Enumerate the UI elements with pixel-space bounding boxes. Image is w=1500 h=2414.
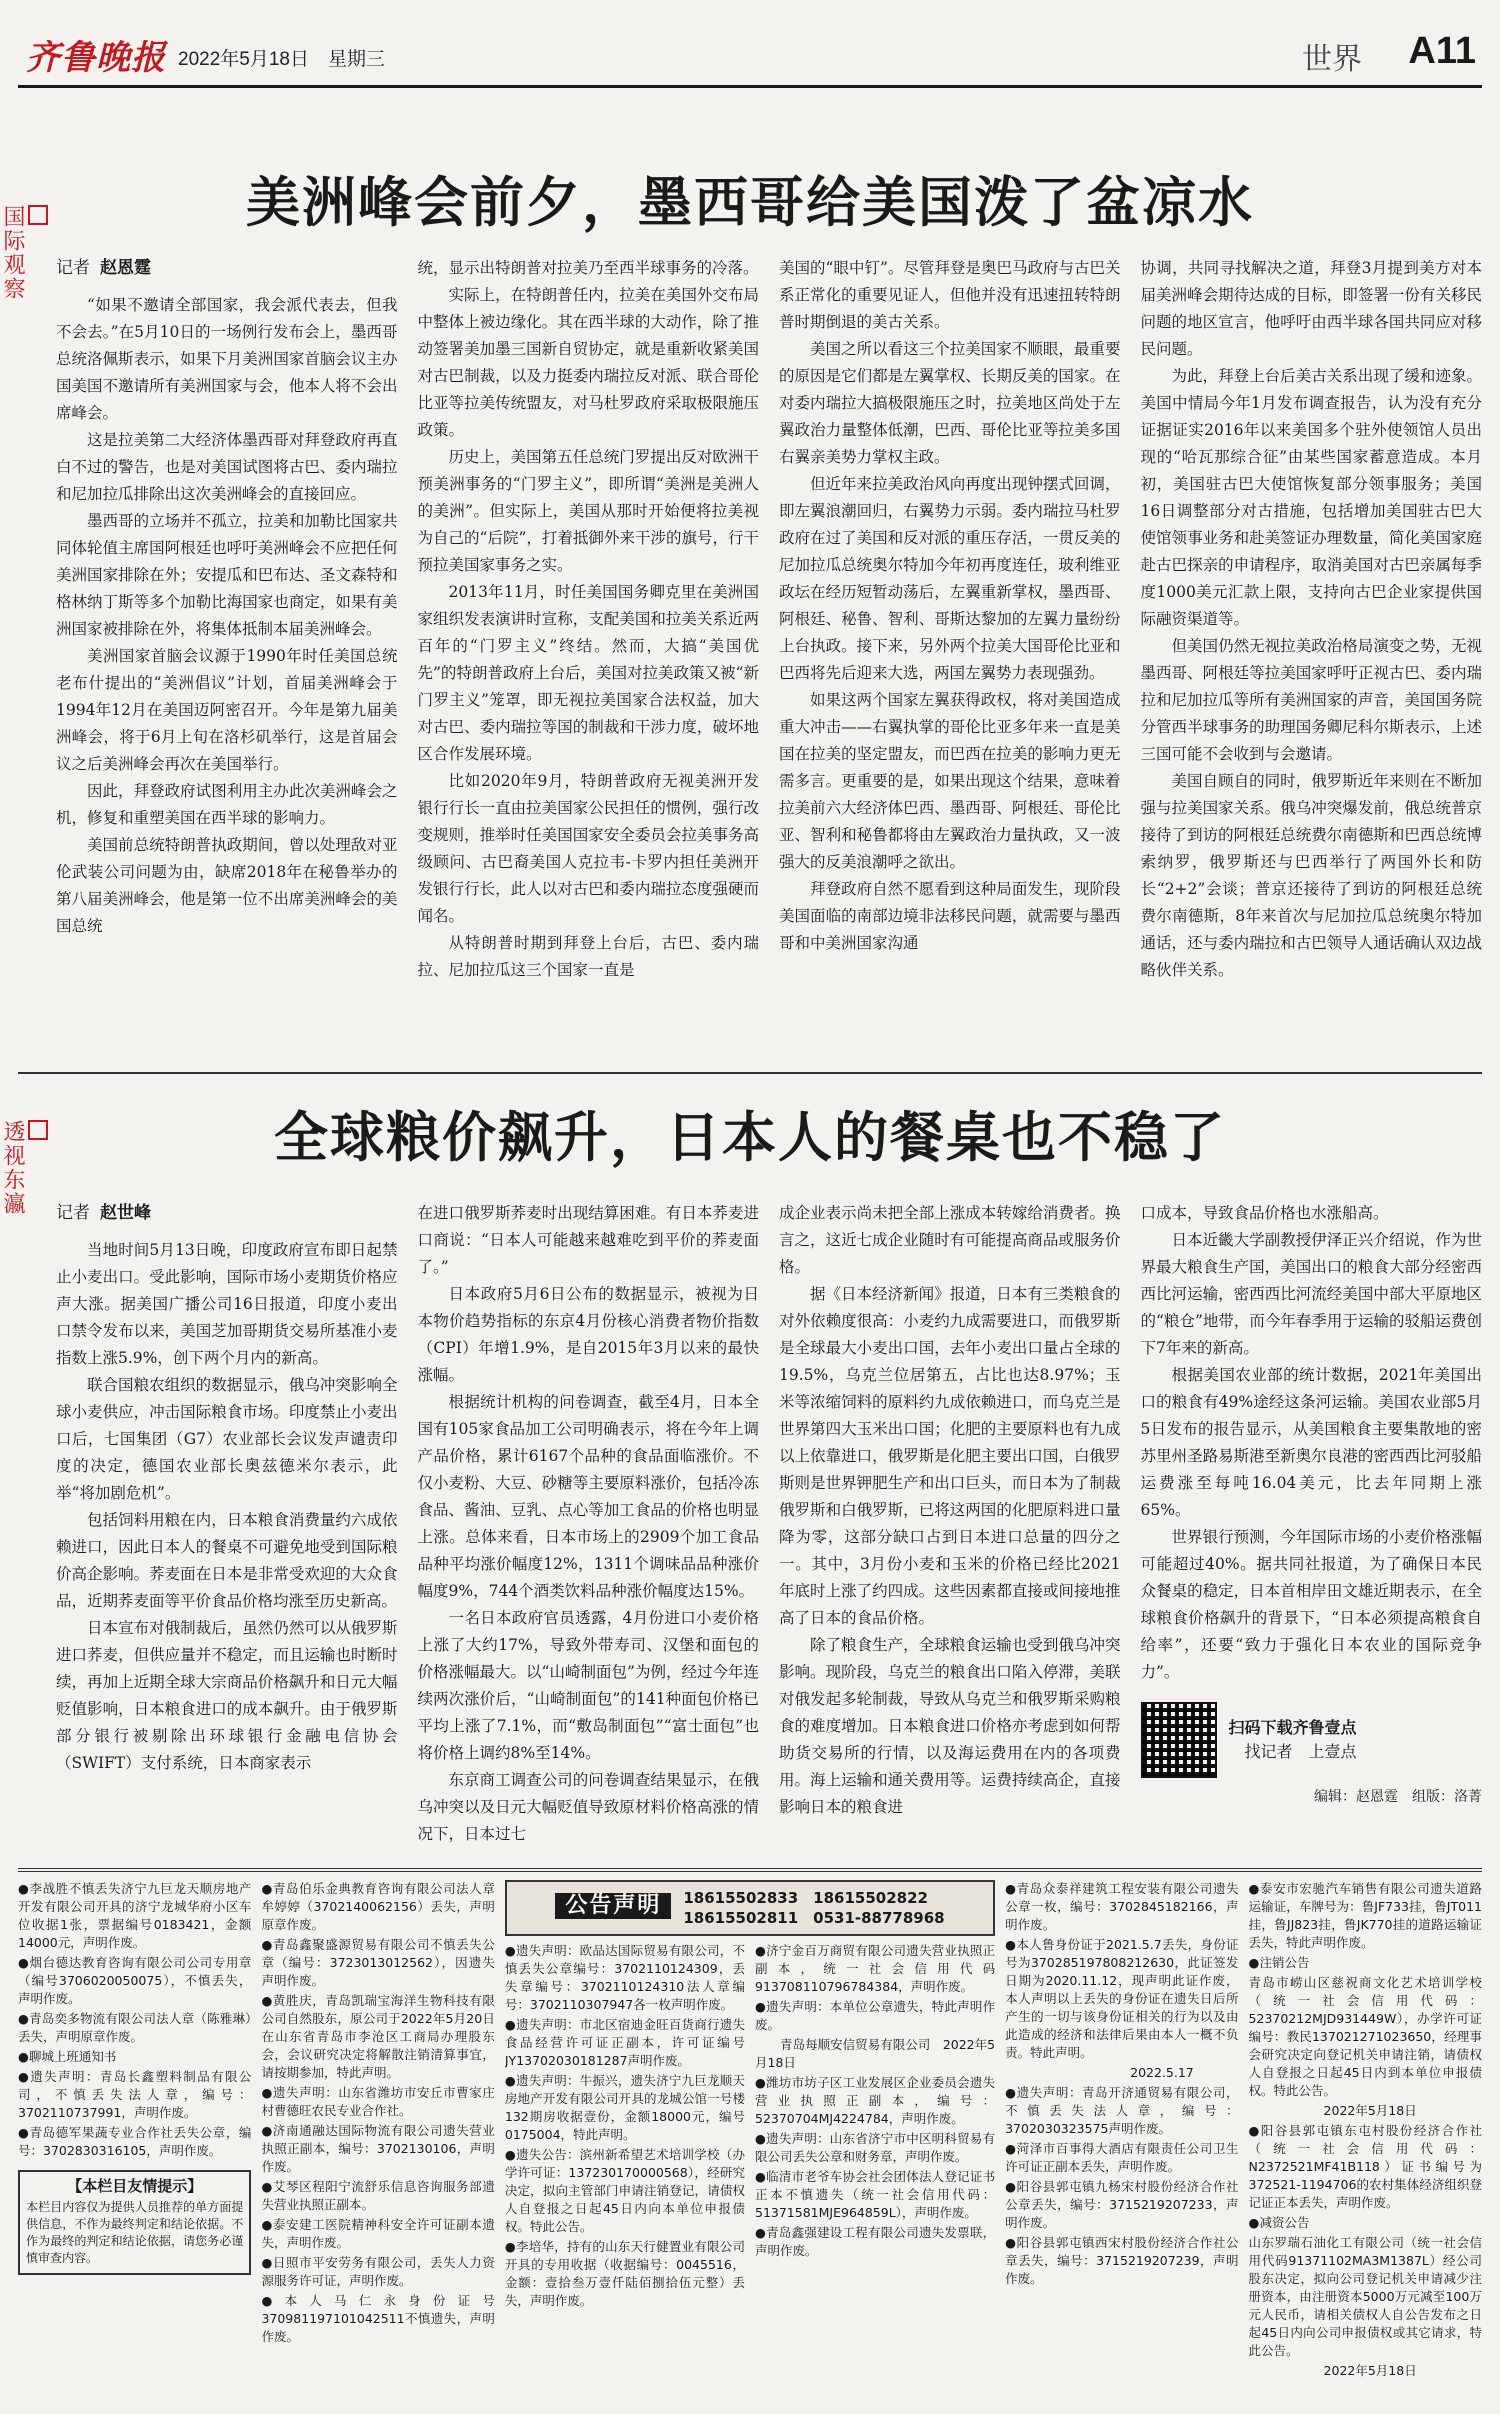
headline: 全球粮价飙升，日本人的餐桌也不稳了 [274, 1106, 1226, 1169]
editor-credits: 编辑：赵恩霆 组版：洛菁 [1314, 1789, 1482, 1805]
article-body [56, 255, 1482, 1055]
paragraph: ●阳谷县郭屯镇西宋村股份经济合作社公章丢失，编号：3715219207239，声明作废。 [1005, 2235, 1239, 2286]
paragraph: 这是拉美第二大经济体墨西哥对拜登政府再直白不过的警告，也是对美国试图将古巴、委内瑞拉和尼加拉瓜排除出这次美洲峰会的直接回应。 [56, 431, 398, 503]
paragraph: ●济南通融达国际物流有限公司遗失营业执照正副本，编号：3702130106，声明作废。 [261, 2123, 495, 2174]
paragraph: 协调，共同寻找解决之道，拜登3月提到美方对本届美洲峰会期待达成的目标，即签署一份有关移民问题的地区宣言，他呼吁由西半球各国共同应对移民问题。 [1140, 259, 1482, 358]
paragraph: ●青岛鑫强建设工程有限公司遗失发票联，声明作废。 [755, 2225, 996, 2258]
article-latin-america [0, 130, 1482, 1060]
paragraph: 墨西哥的立场并不孤立，拉美和加勒比国家共同体轮值主席国阿根廷也呼吁美洲峰会不应把任何美洲国家排除在外；安提瓜和巴布达、圣文森特和格林纳丁斯等多个加勒比海国家也商定，如果有美洲国家被排除在外，将集体抵制本届美洲峰会。 [56, 512, 398, 638]
paragraph: ●遗失公告：滨州新希望艺术培训学校（办学许可证：137230170000568），经研究决定，拟向主管部门申请注销登记，请债权人自登报之日起45日内向本单位申报债权。特此公告。 [504, 2147, 745, 2234]
paragraph: 山东罗瑞石油化工有限公司（统一社会信用代码91371102MA3M1387L）经公司股东决定，拟向公司登记机关申请减少注册资本，由注册资本5000万元减至100万元人民币，请相关债权人自公告发布之日起45日内向公司申报债权或其它请求，特此公告。 [1248, 2235, 1482, 2358]
paragraph: 口成本，导致食品价格也水涨船高。 [1140, 1204, 1389, 1222]
paragraph: 2022年5月18日 [1248, 2103, 1417, 2118]
article-grain-prices [0, 1090, 1482, 1860]
paragraph: 东京商工调查公司的问卷调查结果显示，在俄乌冲突以及日元大幅贬值导致原材料价格高涨的情况下，日本过七 [417, 1771, 759, 1843]
paragraph: ●遗失声明：市北区宿迪金旺百货商行遗失食品经营许可证正副本，许可证编号JY13702030181287声明作废。 [504, 2017, 745, 2068]
paragraph: 成企业表示尚未把全部上涨成本转嫁给消费者。换言之，这近七成企业随时有可能提高商品或服务价格。 [779, 1204, 1121, 1276]
qr-code-icon[interactable] [1141, 1702, 1217, 1778]
paragraph: ●烟台德达教育咨询有限公司公司专用章（编号3706020050075），不慎丢失，声明作废。 [18, 1955, 252, 2006]
paragraph: 美国的“眼中钉”。尽管拜登是奥巴马政府与古巴关系正常化的重要见证人，但他并没有迅速扭转特朗普时期倒退的美古关系。 [779, 259, 1121, 331]
paragraph: ●本人马仁永身份证号370981197101042511不慎遗失，声明作废。 [261, 2293, 495, 2344]
paragraph: ●本人鲁身份证于2021.5.7丢失，身份证号为370285197808212630，此证签发日期为2020.11.12，现声明此证作废，本人声明以上丢失的身份证在遗失日后所产生的一切与该身份证相关的行为以及由此造成的经济和法律后果由本人一概不负责。特此声明。 [1005, 1937, 1239, 2060]
paragraph: 美国之所以看这三个拉美国家不顺眼，最重要的原因是它们都是左翼掌权、长期反美的国家。在对委内瑞拉大搞极限施压之时，拉美地区尚处于左翼政治力量整体低潮，巴西、哥伦比亚等拉美多国右翼亲美势力掌权主政。 [779, 340, 1121, 466]
masthead [18, 24, 1482, 88]
paragraph: ●聊城上班通知书 [18, 2049, 117, 2064]
column-tag: 透视东瀛 [18, 1120, 48, 1216]
section-title: 世界 [1302, 42, 1362, 77]
text-column-1 [56, 1200, 398, 1850]
headline: 美洲峰会前夕，墨西哥给美国泼了盆凉水 [246, 171, 1254, 234]
paragraph: 如果这两个国家左翼获得政权，将对美国造成重大冲击——右翼执掌的哥伦比亚多年来一直是美国在拉美的坚定盟友，而巴西在拉美的影响力更无需多言。更重要的是，如果出现这个结果，意味着拉美前六大经济体巴西、墨西哥、阿根廷、哥伦比亚、智利和秘鲁都将由左翼政治力量执政，又一波强大的反美浪潮呼之欲出。 [779, 691, 1121, 871]
byline: 记者 赵世峰 [56, 1203, 151, 1223]
paragraph: 实际上，在特朗普任内，拉美在美国外交布局中整体上被边缘化。其在西半球的大动作，除了推动签署美加墨三国新自贸协定，就是重新收紧美国对古巴制裁，以及力挺委内瑞拉反对派、联合哥伦比亚等拉美传统盟友，对马杜罗政府采取极限施压政策。 [417, 286, 759, 439]
paragraph: ●遗失声明：青岛长鑫塑料制品有限公司，不慎丢失法人章，编号：3702110737991，声明作废。 [18, 2069, 252, 2120]
classified-column-1 [18, 1880, 251, 2398]
paragraph: ●减资公告 [1248, 2215, 1310, 2230]
page-number: A11 [1408, 30, 1476, 72]
column-tag: 国际观察 [18, 205, 48, 301]
classified-column-3-4 [505, 1880, 995, 2398]
paragraph: 青岛每顺安信贸易有限公司 2022年5月18日 [755, 2037, 996, 2070]
paragraph: 当地时间5月13日晚，印度政府宣布即日起禁止小麦出口。受此影响，国际市场小麦期货价格应声大涨。据美国广播公司16日报道，印度小麦出口禁令发布以来，美国芝加哥期货交易所基准小麦指数上涨5.9%，创下两个月内的新高。 [56, 1241, 398, 1367]
paragraph: 拜登政府自然不愿看到这种局面发生，现阶段美国面临的南部边境非法移民问题，就需要与墨西哥和中美洲国家沟通 [779, 880, 1121, 952]
classifieds-section [18, 1868, 1482, 2398]
newspaper-logo: 齐鲁晚报 [26, 38, 166, 78]
text-column-3 [779, 1200, 1121, 1850]
notice-box: 【本栏目友情提示】 本栏目内容仅为提供人员推荐的单方面提供信息，不作为最终判定和结论依据。不作为最终的判定和结论依据，请您务必谨慎审查内容。 [18, 2170, 251, 2275]
paragraph: ●遗失声明：牛振兴，遗失济宁九巨龙顺天房地产开发有限公司开具的龙城公馆一号楼132期房收据壹份，金额18000元，编号0175004，特此声明。 [504, 2073, 745, 2142]
paragraph: “如果不邀请全部国家，我会派代表去，但我不会去。”在5月10日的一场例行发布会上，墨西哥总统洛佩斯表示，如果下月美洲国家首脑会议主办国美国不邀请所有美洲国家与会，他本人将不会出席峰会。 [56, 296, 398, 422]
paragraph: 据《日本经济新闻》报道，日本有三类粮食的对外依赖度很高：小麦约九成需要进口，而俄罗斯是全球最大小麦出口国，去年小麦出口量占全球的19.5%，乌克兰位居第五，占比也达8.97%；玉米等浓缩饲料的原料约九成依赖进口，而乌克兰是世界第四大玉米出口国；化肥的主要原料也有九成以上依靠进口，俄罗斯是化肥主要出口国，白俄罗斯则是世界钾肥生产和出口巨头，而日本为了制裁俄罗斯和白俄罗斯，已将这两国的化肥原料进口量降为零，这部分缺口占到日本进口总量的四分之一。其中，3月份小麦和玉米的价格已经比2021年底时上涨了约四成。这些因素都直接或间接地推高了日本的食品价格。 [779, 1285, 1121, 1627]
paragraph: 根据统计机构的问卷调查，截至4月，日本全国有105家食品加工公司明确表示，将在今年上调产品价格，累计6167个品种的食品面临涨价。不仅小麦粉、大豆、砂糖等主要原料涨价，包括冷冻食品、酱油、豆乳、点心等加工食品的价格也明显上涨。总体来看，日本市场上的2909个加工食品品种平均涨价幅度12%，1311个调味品品种涨价幅度9%，744个酒类饮料品种涨价幅度达15%。 [417, 1393, 759, 1600]
paragraph: 日本宣布对俄制裁后，虽然仍然可以从俄罗斯进口荞麦，但供应量并不稳定，而且运输也时断时续，再加上近期全球大宗商品价格飙升和日元大幅贬值影响，日本粮食进口的成本飙升。由于俄罗斯部分银行被剔除出环球银行金融电信协会（SWIFT）支付系统，日本商家表示 [56, 1619, 398, 1772]
paragraph: ●青岛伯乐金典教育咨询有限公司法人章牟婷婷（3702140062156）丢失，声明原章作废。 [261, 1881, 495, 1932]
paragraph: ●济宁金百万商贸有限公司遗失营业执照正副本，统一社会信用代码913708110796784384，声明作废。 [755, 1943, 996, 1994]
paragraph: ●注销公告 [1248, 1955, 1310, 1970]
text-column-1 [56, 255, 398, 1055]
paragraph: ●遗失声明：本单位公章遗失，特此声明作废。 [755, 1999, 996, 2032]
paragraph: ●泰安建工医院精神科安全许可证副本遗失，声明作废。 [261, 2217, 495, 2250]
app-promo [1141, 1702, 1483, 1778]
paragraph: 联合国粮农组织的数据显示，俄乌冲突影响全球小麦供应，冲击国际粮食市场。印度禁止小麦出口后，七国集团（G7）农业部长会议发声谴责印度的决定，德国农业部长奥兹德米尔表示，此举“将加剧危机”。 [56, 1376, 398, 1502]
paragraph: 一名日本政府官员透露，4月份进口小麦价格上涨了大约17%，导致外带寿司、汉堡和面包的价格涨幅最大。以“山崎制面包”为例，经过今年连续两次涨价后，“山崎制面包”的141种面包价格已平均上涨了7.1%，而“敷岛制面包”“富士面包”也将价格上调约8%至14%。 [417, 1609, 759, 1762]
paragraph: ●李培华，持有的山东天行健置业有限公司开具的专用收据（收据编号：0045516，金额：壹拾叁万壹仟陆佰捌拾伍元整）丢失，声明作废。 [504, 2239, 745, 2308]
paragraph: 2022.5.17 [1005, 2065, 1194, 2080]
paragraph: ●遗失声明：山东省潍坊市安丘市曹家庄村曹德旺农民专业合作社。 [261, 2085, 495, 2118]
paragraph: ●临清市老爷车协会社会团体法人登记证书正本不慎遗失（统一社会信用代码：51371581MJE964859L），声明作废。 [755, 2169, 996, 2220]
byline: 记者 赵恩霆 [56, 258, 151, 278]
paragraph: ●遗失声明：欧品达国际贸易有限公司，不慎丢失公章编号：3702110124309，丢失章编号：3702110124310法人章编号：3702110307947各一枚声明作废。 [504, 1943, 745, 2012]
paragraph: ●菏泽市百事得大酒店有限责任公司卫生许可证正副本丢失，声明作废。 [1005, 2141, 1239, 2174]
paragraph: 但美国仍然无视拉美政治格局演变之势，无视墨西哥、阿根廷等拉美国家呼吁正视古巴、委内瑞拉和尼加拉瓜等所有美洲国家的声音，美国国务院分管西半球事务的助理国务卿尼科尔斯表示，上述三国可能不会收到与会邀请。 [1140, 637, 1482, 763]
paragraph: ●青岛奕多物流有限公司法人章（陈雅琳）丢失，声明原章作废。 [18, 2011, 252, 2044]
paragraph: 2013年11月，时任美国国务卿克里在美洲国家组织发表演讲时宣称，支配美国和拉美关系近两百年的“门罗主义”终结。然而，大搞“美国优先”的特朗普政府上台后，美国对拉美政策又被“新门罗主义”笼罩，即无视拉美国家合法权益，加大对古巴、委内瑞拉等国的制裁和干涉力度，破坏地区合作发展环境。 [417, 583, 759, 763]
paragraph: ●阳谷县郭屯镇九杨宋村股份经济合作社公章丢失，编号：3715219207233，声明作废。 [1005, 2179, 1239, 2230]
paragraph: 美洲国家首脑会议源于1990年时任美国总统老布什提出的“美洲倡议”计划，首届美洲峰会于1994年12月在美国迈阿密召开。今年是第九届美洲峰会，将于6月上旬在洛杉矶举行，这是首届会议之后美洲峰会再次在美国举行。 [56, 647, 398, 773]
paragraph: 2022年5月18日 [1248, 2363, 1417, 2378]
text-column-3 [779, 255, 1121, 1055]
paragraph: 历史上，美国第五任总统门罗提出反对欧洲干预美洲事务的“门罗主义”，即所谓“美洲是美洲人的美洲”。但实际上，美国从那时开始便将拉美视为自己的“后院”，打着抵御外来干涉的旗号，行干预拉美国家事务之实。 [417, 448, 759, 574]
paragraph: 统，显示出特朗普对拉美乃至西半球事务的冷落。 [417, 259, 759, 277]
paragraph: 但近年来拉美政治风向再度出现钟摆式回调，即左翼浪潮回归，右翼势力示弱。委内瑞拉马杜罗政府在过了美国和反对派的重压存活，一贯反美的尼加拉瓜总统奥尔特加今年初再度连任，玻利维亚政坛在经历短暂动荡后，左翼重新掌权，墨西哥、阿根廷、秘鲁、智利、哥斯达黎加的左翼力量纷纷上台执政。接下来，另外两个拉美大国哥伦比亚和巴西将先后迎来大选，两国左翼势力表现强劲。 [779, 475, 1121, 682]
paragraph: ●青岛众泰祥建筑工程安装有限公司遗失公章一枚，编号：3702845182166，声明作废。 [1005, 1881, 1239, 1932]
paragraph: 日本近畿大学副教授伊泽正兴介绍说，作为世界最大粮食生产国，美国出口的粮食大部分经密西西比河运输，密西西比河流经美国中部大平原地区的“粮仓”地带，而今年春季用于运输的驳船运费创下7年来的新高。 [1140, 1231, 1482, 1357]
ad-banner [505, 1880, 995, 1936]
paragraph: 青岛市崂山区慈祝商文化艺术培训学校（统一社会信用代码：52370212MJD931449W），办学许可证编号：教民137021271023650，经理事会研究决定向登记机关申请注销，请债权人自登报之日起45日内到本单位申报债权。特此公告。 [1248, 1975, 1482, 2098]
paragraph: 因此，拜登政府试图利用主办此次美洲峰会之机，修复和重塑美国在西半球的影响力。 [56, 782, 398, 827]
paragraph: ●青岛鑫聚盛源贸易有限公司不慎丢失公章（编号：3723013012562），因遗失声明作废。 [261, 1937, 495, 1988]
banner-title: 公告声明 [555, 1893, 671, 1919]
paragraph: 日本政府5月6日公布的数据显示，被视为日本物价趋势指标的东京4月份核心消费者物价指数（CPI）年增1.9%，是自2015年3月以来的最快涨幅。 [417, 1285, 759, 1384]
paragraph: 包括饲料用粮在内，日本粮食消费量约六成依赖进口，因此日本人的餐桌不可避免地受到国际粮价高企影响。荞麦面在日本是非常受欢迎的大众食品，近期荞麦面等平价食品价格均涨至历史新高。 [56, 1511, 398, 1610]
classified-column-2 [261, 1880, 494, 2398]
issue-date: 2022年5月18日 星期三 [178, 49, 385, 70]
paragraph: ●青岛德军果蔬专业合作社丢失公章，编号：3702830316105，声明作废。 [18, 2125, 252, 2158]
paragraph: ●阳谷县郭屯镇东屯村股份经济合作社（统一社会信用代码：N2372521MF41B118）证书编号为372521-1194706的农村集体经济组织登记证正本丢失，声明作废。 [1248, 2123, 1482, 2210]
text-column-2 [418, 255, 760, 1055]
paragraph: 除了粮食生产，全球粮食运输也受到俄乌冲突影响。现阶段，乌克兰的粮食出口陷入停滞，美联对俄发起多轮制裁，导致从乌克兰和俄罗斯采购粮食的难度增加。日本粮食进口价格亦考虑到如何帮助货交易所的行情，以及海运费用在内的各项费用。海上运输和通关费用等。运费持续高企，直接影响日本的粮食进 [779, 1636, 1121, 1816]
text-column-4 [1141, 255, 1483, 1055]
article-body [56, 1200, 1482, 1850]
paragraph: 世界银行预测，今年国际市场的小麦价格涨幅可能超过40%。据共同社报道，为了确保日本民众餐桌的稳定，日本首相岸田文雄近期表示，在全球粮食价格飙升的背景下，“日本必须提高粮食自给率”，还要“致力于强化日本农业的国际竞争力”。 [1140, 1528, 1482, 1681]
paragraph: 根据美国农业部的统计数据，2021年美国出口的粮食有49%途经这条河运输。美国农业部5月5日发布的报告显示，从美国粮食主要集散地的密苏里州圣路易斯港至新奥尔良港的密西西比河驳船运费涨至每吨16.04美元，比去年同期上涨65%。 [1140, 1366, 1482, 1519]
text-column-2 [418, 1200, 760, 1850]
paragraph: ●泰安市宏驰汽车销售有限公司遗失道路运输证，车牌号为：鲁JF733挂，鲁JT011挂，鲁JJ823挂，鲁JK770挂的道路运输证丢失，特此声明作废。 [1248, 1881, 1482, 1950]
paragraph: ●李战胜不慎丢失济宁九巨龙天顺房地产开发有限公司开具的济宁龙城华府小区车位收据1张，票据编号0183421，金额14000元，声明作废。 [18, 1881, 252, 1950]
paragraph: ●潍坊市坊子区工业发展区企业委员会遗失营业执照正副本，编号：52370704MJ4224784，声明作废。 [755, 2075, 996, 2126]
paragraph: ●遗失声明：山东省济宁市中区明科贸易有限公司丢失公章和财务章，声明作废。 [755, 2131, 996, 2164]
article-divider [18, 1072, 1482, 1074]
paragraph: 比如2020年9月，特朗普政府无视美洲开发银行行长一直由拉美国家公民担任的惯例，强行改变规则，推举时任美国国家安全委员会拉美事务高级顾问、古巴裔美国人克拉韦-卡罗内担任美洲开发银行行长，此人以对古巴和委内瑞拉态度强硬而闻名。 [417, 772, 759, 925]
text-column-4 [1141, 1200, 1483, 1850]
paragraph: 美国自顾自的同时，俄罗斯近年来则在不断加强与拉美国家关系。俄乌冲突爆发前，俄总统普京接待了到访的阿根廷总统费尔南德斯和巴西总统博索纳罗，俄罗斯还与巴西举行了两国外长和防长“2+2”会谈；普京还接待了到访的阿根廷总统费尔南德斯，8年来首次与尼加拉瓜总统奥尔特加通话，还与委内瑞拉和古巴领导人通话确认双边战略伙伴关系。 [1140, 772, 1482, 979]
phone-numbers: 18615502833 18615502822 18615502811 0531-88778968 [683, 1889, 945, 1927]
promo-text: 扫码下载齐鲁壹点 找记者 上壹点 [1228, 1718, 1357, 1761]
paragraph: 美国前总统特朗普执政期间，曾以处理敌对亚伦武装公司问题为由，缺席2018年在秘鲁举办的第八届美洲峰会，他是第一位不出席美洲峰会的美国总统 [56, 836, 398, 935]
paragraph: ●艾琴区程阳宁流舒乐信息咨询服务部遗失营业执照正副本。 [261, 2179, 495, 2212]
paragraph: ●日照市平安劳务有限公司，丢失人力资源服务许可证，声明作废。 [261, 2255, 495, 2288]
classified-column-6 [1249, 1880, 1482, 2398]
classified-column-5 [1005, 1880, 1238, 2398]
paragraph: ●遗失声明：青岛开济通贸易有限公司，不慎丢失法人章，编号：3702030323575声明作废。 [1005, 2085, 1239, 2136]
paragraph: 从特朗普时期到拜登上台后，古巴、委内瑞拉、尼加拉瓜这三个国家一直是 [417, 934, 759, 979]
paragraph: 在进口俄罗斯荞麦时出现结算困难。有日本荞麦进口商说：“日本人可能越来越难吃到平价的荞麦面了。” [417, 1204, 759, 1276]
paragraph: 为此，拜登上台后美古关系出现了缓和迹象。美国中情局今年1月发布调查报告，认为没有充分证据证实2016年以来美国多个驻外使领馆人员出现的“哈瓦那综合征”由某些国家蓄意造成。本月初，美国驻古巴大使馆恢复部分领事服务；美国16日调整部分对古措施，包括增加美国驻古巴大使馆领事业务和赴美签证办理数量，简化美国家庭赴古巴探亲的申请程序，取消美国对古巴亲属每季度1000美元汇款上限，支持向古巴企业家提供国际融资渠道等。 [1140, 367, 1482, 628]
paragraph: ●黄胜庆，青岛凯瑞宝海洋生物科技有限公司自然股东，原公司于2022年5月20日在山东省青岛市李沧区工商局办理股东会，会议研究决定将解散注销清算事宜，请按期参加，特此声明。 [261, 1993, 495, 2080]
